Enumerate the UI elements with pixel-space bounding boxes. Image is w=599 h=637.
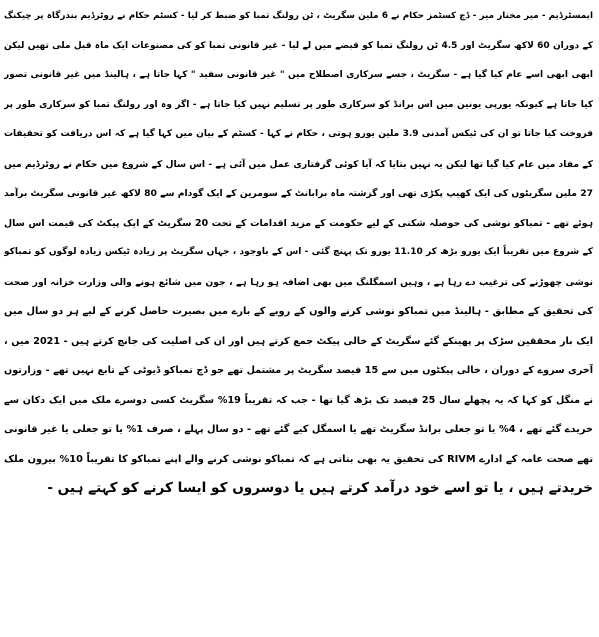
article-line-16: تھے صحت عامہ کے ادارے RIVM کی تحقیق یہ بھی بتاتی ہے کہ تمباکو نوشی کرنے والے اپنے تمباکو کا تقریباً 10% بیرون ملک — [4, 453, 593, 465]
article-line-14: نے منگل کو کہا کہ یہ پچھلے سال 25 فیصد تک بڑھ گیا تھا - جب کہ تقریباً 19% سگریٹ کسی دوسرے ملک میں ایک دکان سے — [4, 394, 593, 406]
article-line-17: خریدتے ہیں ، یا تو اسے خود درآمد کرتے ہیں یا دوسروں کو ایسا کرنے کو کہتے ہیں - — [47, 480, 593, 496]
article-line-3: ابھی ابھی اسے عام کیا گیا ہے - سگریٹ ، جسے سرکاری اصطلاح میں " غیر قانونی سفید " کہا جاتا ہے ، ہالینڈ میں غیر قانونی تصور — [4, 70, 593, 80]
article-line-11: کی تحقیق کے مطابق - ہالینڈ میں تمباکو نوشی کرنے والوں کے رویے کے بارے میں بصیرت حاصل کرنے کے لیے ہر دو سال میں — [4, 306, 593, 317]
article-line-7: 27 ملین سگریٹوں کی ایک کھیپ پکڑی تھی اور گزشتہ ماہ برابانٹ کے سومرین کے ایک گودام سے 80 لاکھ غیر قانونی سگریٹ برآمد — [4, 188, 593, 199]
article-line-6: کے مفاد میں عام کیا گیا تھا لیکن یہ نہیں بتایا کہ آیا کوئی گرفتاری عمل میں آئی ہے - اس سال کے شروع میں حکام نے روٹرڈیم میں — [4, 158, 593, 170]
article-line-10: نوشی چھوڑنے کی ترغیب دے رہا ہے ، وہیں اسمگلنگ میں بھی اضافہ ہو رہا ہے ، جون میں شائع ہونے والی وزارت خزانہ اور صحت — [4, 276, 593, 288]
article-line-15: خریدے گئے تھے ، 4% یا تو جعلی برانڈ سگریٹ تھے یا اسمگل کیے گئے تھے - دو سال پہلے ، صرف 1% یا تو جعلی یا غیر قانونی — [4, 424, 593, 435]
article-line-13: آخری سروے کے دوران ، خالی پیکٹوں میں سے 15 فیصد سگریٹ پر مشتمل تھے جو ڈچ تمباکو ڈیوٹی کے تابع نہیں تھے - وزارتوں — [4, 365, 593, 376]
article-line-1: ایمسٹرڈیم - میر مختار میر - ڈچ کسٹمز حکام نے 6 ملین سگریٹ ، ٹن رولنگ تمبا کو ضبط کر لیا - کسٹم حکام نے روٹرڈیم بندرگاہ پر چیکنگ — [4, 11, 593, 21]
article-line-9: کے شروع میں تقریباً ایک یورو بڑھ کر 11.10 یورو تک پہنچ گئی - اس کے باوجود ، جہاں سگریٹ پر زیادہ ٹیکس زیادہ لوگوں کو تمباکو — [4, 247, 593, 257]
article-line-5: فروخت کیا جاتا تو ان کی ٹیکس آمدنی 3.9 ملین یورو ہوتی ، حکام نے کہا - کسٹم کے بیان میں کہا گیا ہے کہ اس دریافت کو تحقیقات — [4, 129, 593, 139]
article-line-2: کے دوران 60 لاکھ سگریٹ اور 4.5 ٹن رولنگ تمبا کو قبضے میں لے لیا - غیر قانونی تمبا کو کی مصنوعات ایک ماہ قبل ملی تھیں لیکن — [4, 40, 593, 51]
article-line-4: کیا جاتا ہے کیونکہ یورپی یونین میں اس برانڈ کو سرکاری طور پر تسلیم نہیں کیا جاتا ہے - اگر وہ اور رولنگ تمبا کو سرکاری طور پر — [4, 99, 593, 110]
article-line-12: ایک بار محققین سڑک پر پھینکے گئے سگریٹ کے خالی پیکٹ جمع کرتے ہیں اور ان کی اصلیت کی جانچ کرتے ہیں - 2021 میں ، — [4, 335, 593, 347]
article-line-8: ہوئے تھے - تمباکو نوشی کی حوصلہ شکنی کے لیے حکومت کے مزید اقدامات کے تحت 20 سگریٹ کے ایک پیکٹ کی قیمت اس سال — [4, 217, 593, 229]
